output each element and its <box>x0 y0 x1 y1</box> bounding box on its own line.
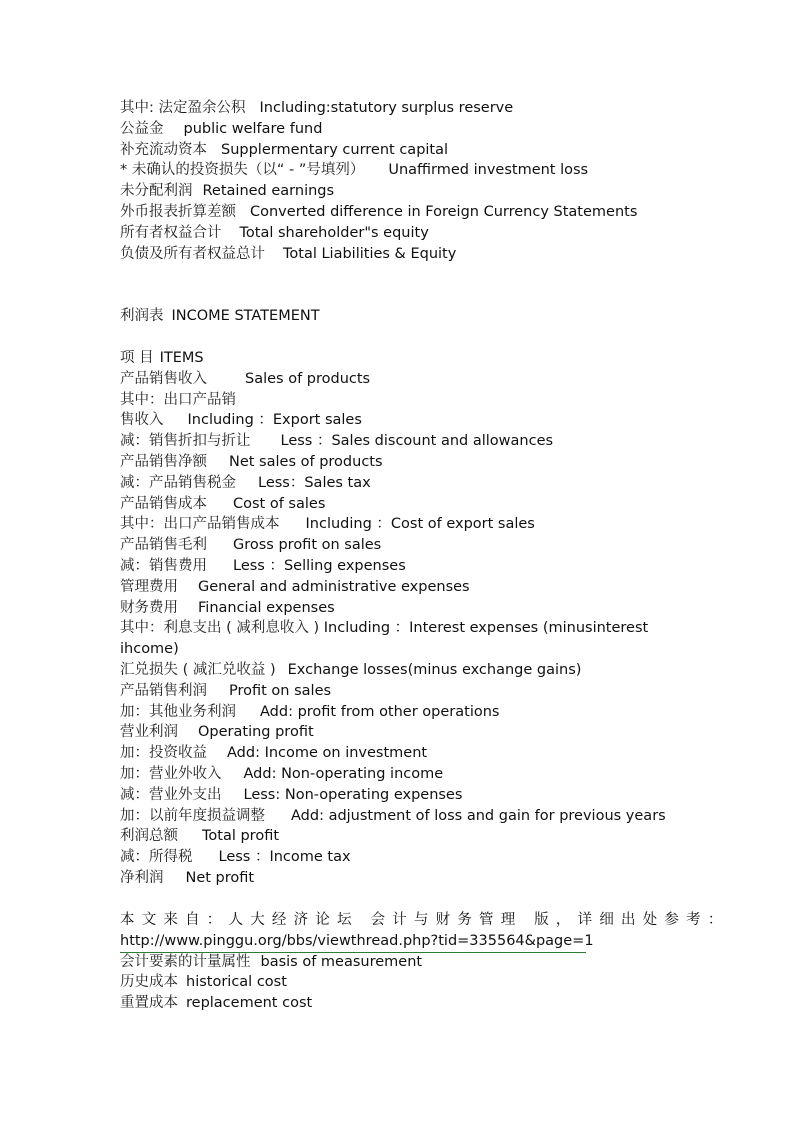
term-cn: 产品销售收入 <box>120 370 207 387</box>
term-en: Add: profit from other operations <box>260 703 500 720</box>
term-cn: 其中：出口产品销售成本 <box>120 516 280 533</box>
term-row <box>120 494 680 515</box>
term-cn: 历史成本 <box>120 974 178 991</box>
term-en: Total profit <box>202 828 280 845</box>
section-title-cn: 利润表 <box>120 308 164 324</box>
term-cn: 产品销售成本 <box>120 495 207 512</box>
term-en: Unaffirmed investment loss <box>388 162 589 179</box>
term-cn: 公益金 <box>120 120 164 137</box>
term-en: Add: Non-operating income <box>243 765 444 782</box>
term-row <box>120 618 680 660</box>
term-row <box>120 868 680 889</box>
term-row <box>120 514 680 535</box>
term-cn: 售收入 <box>120 412 164 429</box>
term-cn: 补充流动资本 <box>120 141 207 158</box>
term-cn: 减：销售费用 <box>120 557 207 574</box>
term-en: Sales of products <box>245 370 371 387</box>
term-cn: * 未确认的投资损失（以“ - ”号填列） <box>120 162 365 179</box>
term-row <box>120 431 680 452</box>
term-cn: 加：以前年度损益调整 <box>120 807 265 824</box>
term-cn: 管理费用 <box>120 578 178 595</box>
term-en: Exchange losses(minus exchange gains) <box>287 661 582 678</box>
term-cn: 利润总额 <box>120 828 178 845</box>
term-cn: 减：销售折扣与折让 <box>120 433 251 450</box>
term-cn: 其中：利息支出 ( 减利息收入 ) <box>120 620 320 637</box>
term-row <box>120 160 680 181</box>
term-cn: 其中: 法定盈余公积 <box>120 100 246 116</box>
term-row <box>120 598 680 619</box>
term-cn: 未分配利润 <box>120 183 193 200</box>
term-en: Cost of sales <box>233 495 326 512</box>
term-row <box>120 140 680 161</box>
term-row <box>120 410 680 431</box>
section-title-en: INCOME STATEMENT <box>171 308 320 324</box>
source-note: 本文来自：人大经济论坛 会计与财务管理 版，详细出处参考： <box>120 912 730 928</box>
source-url-row <box>120 931 680 952</box>
term-cn: 所有者权益合计 <box>120 224 222 241</box>
term-en: Add: adjustment of loss and gain for previous years <box>291 807 666 824</box>
term-cn: 项 目 <box>120 350 154 366</box>
term-row <box>120 535 680 556</box>
term-row <box>120 181 680 202</box>
term-en: Gross profit on sales <box>233 537 382 554</box>
term-cn: 外币报表折算差额 <box>120 203 236 220</box>
term-en: Financial expenses <box>198 599 335 616</box>
term-cn: 减：所得税 <box>120 849 193 866</box>
term-cn: 负债及所有者权益总计 <box>120 245 265 262</box>
term-row <box>120 473 680 494</box>
term-en: Supplermentary current capital <box>221 141 449 158</box>
term-row <box>120 119 680 140</box>
term-row <box>120 452 680 473</box>
source-link[interactable]: http://www.pinggu.org/bbs/viewthread.php?tid=335564&page=1 <box>120 931 586 953</box>
term-en: Retained earnings <box>202 183 335 200</box>
term-row <box>120 556 680 577</box>
term-row <box>120 348 680 369</box>
term-row <box>120 660 680 681</box>
term-en: public welfare fund <box>183 120 323 137</box>
term-row <box>120 577 680 598</box>
term-en: Net sales of products <box>229 453 383 470</box>
term-en: Including:statutory surplus reserve <box>259 100 514 116</box>
term-en: Operating profit <box>198 724 314 741</box>
term-row <box>120 702 680 723</box>
term-en: Add: Income on investment <box>227 745 428 762</box>
term-cn: 其中：出口产品销 <box>120 391 236 408</box>
section-title <box>120 306 680 327</box>
term-en: Net profit <box>185 869 255 886</box>
term-en: Less ：Selling expenses <box>233 557 406 574</box>
term-en: Less: Non-operating expenses <box>243 786 463 803</box>
term-cn: 产品销售利润 <box>120 682 207 699</box>
term-row <box>120 764 680 785</box>
term-cn: 汇兑损失 ( 减汇兑收益 ) <box>120 661 276 678</box>
term-cn: 产品销售净额 <box>120 453 207 470</box>
term-en: Less：Sales tax <box>258 474 371 491</box>
term-en: Including ：Export sales <box>187 412 362 429</box>
income-statement-heading <box>120 306 680 327</box>
term-cn: 加：投资收益 <box>120 745 207 762</box>
term-en: historical cost <box>186 974 287 991</box>
term-row <box>120 681 680 702</box>
term-cn: 加：营业外收入 <box>120 765 222 782</box>
term-row <box>120 369 680 390</box>
term-en: replacement cost <box>186 995 313 1012</box>
term-cn: 加：其他业务利润 <box>120 703 236 720</box>
term-row <box>120 952 680 973</box>
income-statement-items <box>120 348 680 889</box>
term-cn: 会计要素的计量属性 <box>120 953 251 970</box>
term-cn: 净利润 <box>120 869 164 886</box>
term-row <box>120 223 680 244</box>
term-en: basis of measurement <box>260 953 423 970</box>
term-en: Converted difference in Foreign Currency Statements <box>250 203 638 220</box>
balance-sheet-equity-section <box>120 98 680 264</box>
term-row <box>120 847 680 868</box>
term-cn: 重置成本 <box>120 995 178 1012</box>
term-cn: 产品销售毛利 <box>120 537 207 554</box>
term-row <box>120 785 680 806</box>
term-row <box>120 743 680 764</box>
term-row <box>120 722 680 743</box>
term-en: ITEMS <box>159 350 204 366</box>
term-en: Total Liabilities & Equity <box>283 245 457 262</box>
term-cn: 减：营业外支出 <box>120 786 222 803</box>
term-row <box>120 993 680 1014</box>
term-row <box>120 98 680 119</box>
term-en: Including ：Interest expenses (minusinterest ihcome) <box>120 620 649 658</box>
term-en: General and administrative expenses <box>198 578 470 595</box>
term-cn: 财务费用 <box>120 599 178 616</box>
term-row <box>120 244 680 265</box>
term-row <box>120 972 680 993</box>
term-cn: 营业利润 <box>120 724 178 741</box>
term-en: Less ：Income tax <box>218 849 351 866</box>
term-row <box>120 826 680 847</box>
term-cn: 减：产品销售税金 <box>120 474 236 491</box>
term-row <box>120 202 680 223</box>
term-en: Including ：Cost of export sales <box>305 516 535 533</box>
source-and-measurement <box>120 910 730 1014</box>
term-en: Profit on sales <box>229 682 332 699</box>
term-en: Total shareholder"s equity <box>239 224 429 241</box>
term-row <box>120 390 680 411</box>
term-row <box>120 806 680 827</box>
term-en: Less ：Sales discount and allowances <box>280 433 554 450</box>
